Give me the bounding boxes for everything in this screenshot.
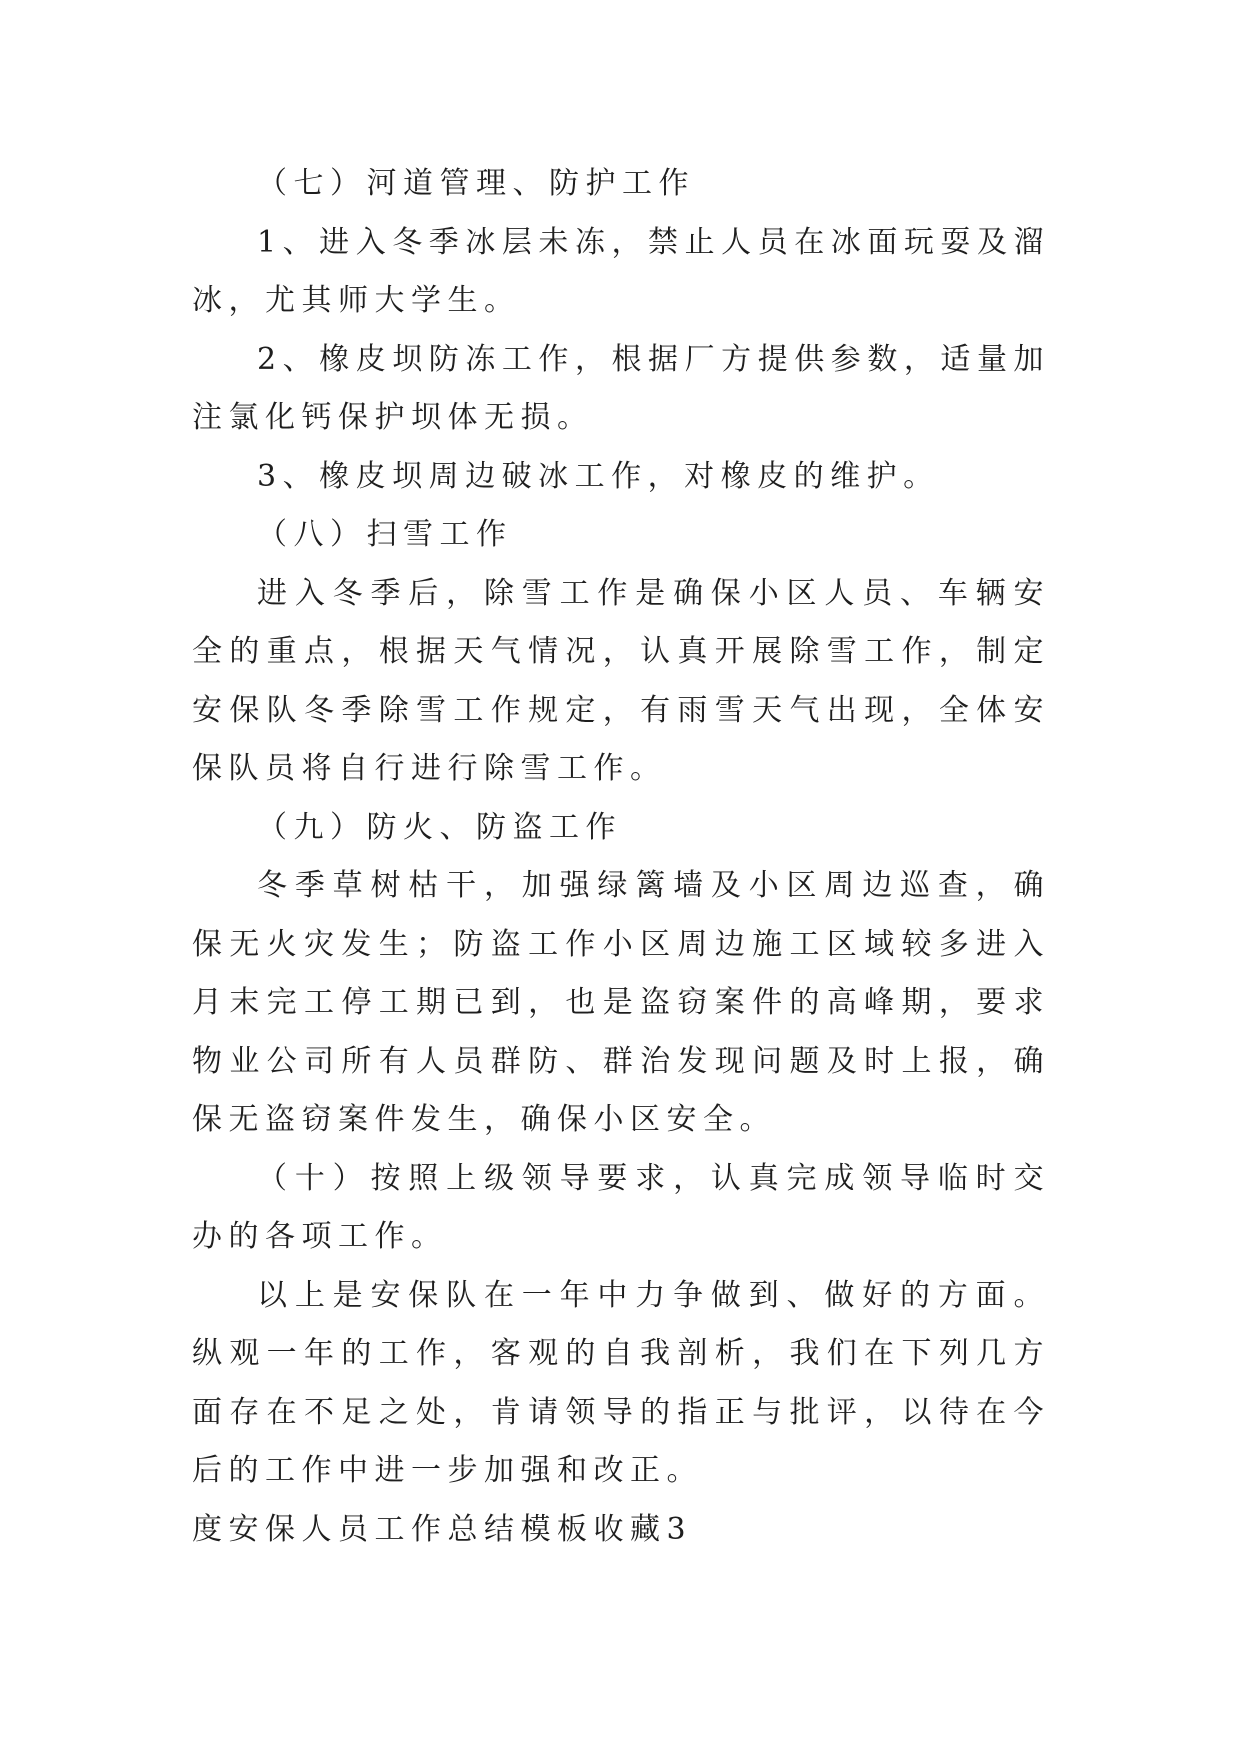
section-heading-7: （七）河道管理、防护工作 [257, 166, 695, 201]
section-heading-8: （八）扫雪工作 [257, 517, 513, 552]
section-heading-9: （九）防火、防盗工作 [257, 809, 622, 845]
section-heading-10: （十）按照上级领导要求，认真完成领导临时交办的各项工作。 [192, 1160, 1050, 1254]
document-body [192, 155, 1050, 1559]
paragraph-9: 冬季草树枯干，加强绿篱墙及小区周边巡查，确保无火灾发生；防盗工作小区周边施工区域较多进入月末完工停工期已到，也是盗窃案件的高峰期，要求物业公司所有人员群防、群治发现问题及时上报，确保无盗窃案件发生，确保小区安全。 [192, 868, 1050, 1137]
paragraph-7-1: 1、进入冬季冰层未冻，禁止人员在冰面玩耍及溜冰，尤其师大学生。 [192, 224, 1050, 318]
paragraph-7-2: 2、橡皮坝防冻工作，根据厂方提供参数，适量加注氯化钙保护坝体无损。 [192, 341, 1050, 435]
paragraph-8: 进入冬季后，除雪工作是确保小区人员、车辆安全的重点，根据天气情况，认真开展除雪工作，制定安保队冬季除雪工作规定，有雨雪天气出现，全体安保队员将自行进行除雪工作。 [192, 575, 1050, 786]
paragraph-summary: 以上是安保队在一年中力争做到、做好的方面。纵观一年的工作，客观的自我剖析，我们在下列几方面存在不足之处，肯请领导的指正与批评，以待在今后的工作中进一步加强和改正。 [192, 1277, 1050, 1488]
paragraph-7-3: 3、橡皮坝周边破冰工作，对橡皮的维护。 [257, 458, 940, 494]
document-title-3: 度安保人员工作总结模板收藏3 [192, 1511, 693, 1547]
